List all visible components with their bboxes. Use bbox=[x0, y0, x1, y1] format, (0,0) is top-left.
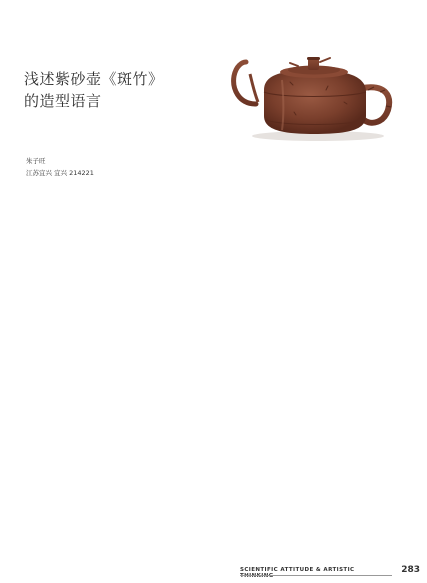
article-title bbox=[24, 68, 224, 112]
page-number: 283 bbox=[401, 565, 420, 575]
page-footer bbox=[240, 565, 420, 577]
title-line-2: 的造型语言 bbox=[24, 92, 102, 110]
teapot-image bbox=[198, 32, 408, 150]
body-column-1 bbox=[26, 325, 146, 553]
title-line-1: 浅述紫砂壶《斑竹》 bbox=[24, 70, 164, 88]
journal-name: SCIENTIFIC ATTITUDE & ARTISTIC THINKING bbox=[240, 567, 355, 579]
footer-rule bbox=[240, 575, 392, 576]
abstract-block bbox=[26, 209, 148, 319]
body-column-3 bbox=[293, 164, 417, 554]
teapot-photo bbox=[198, 32, 408, 150]
author-affiliation: 江苏宜兴 宜兴 214221 bbox=[26, 169, 94, 177]
body-column-2 bbox=[160, 164, 282, 554]
author-name: 朱子旺 bbox=[26, 157, 46, 165]
author-block bbox=[26, 157, 94, 178]
